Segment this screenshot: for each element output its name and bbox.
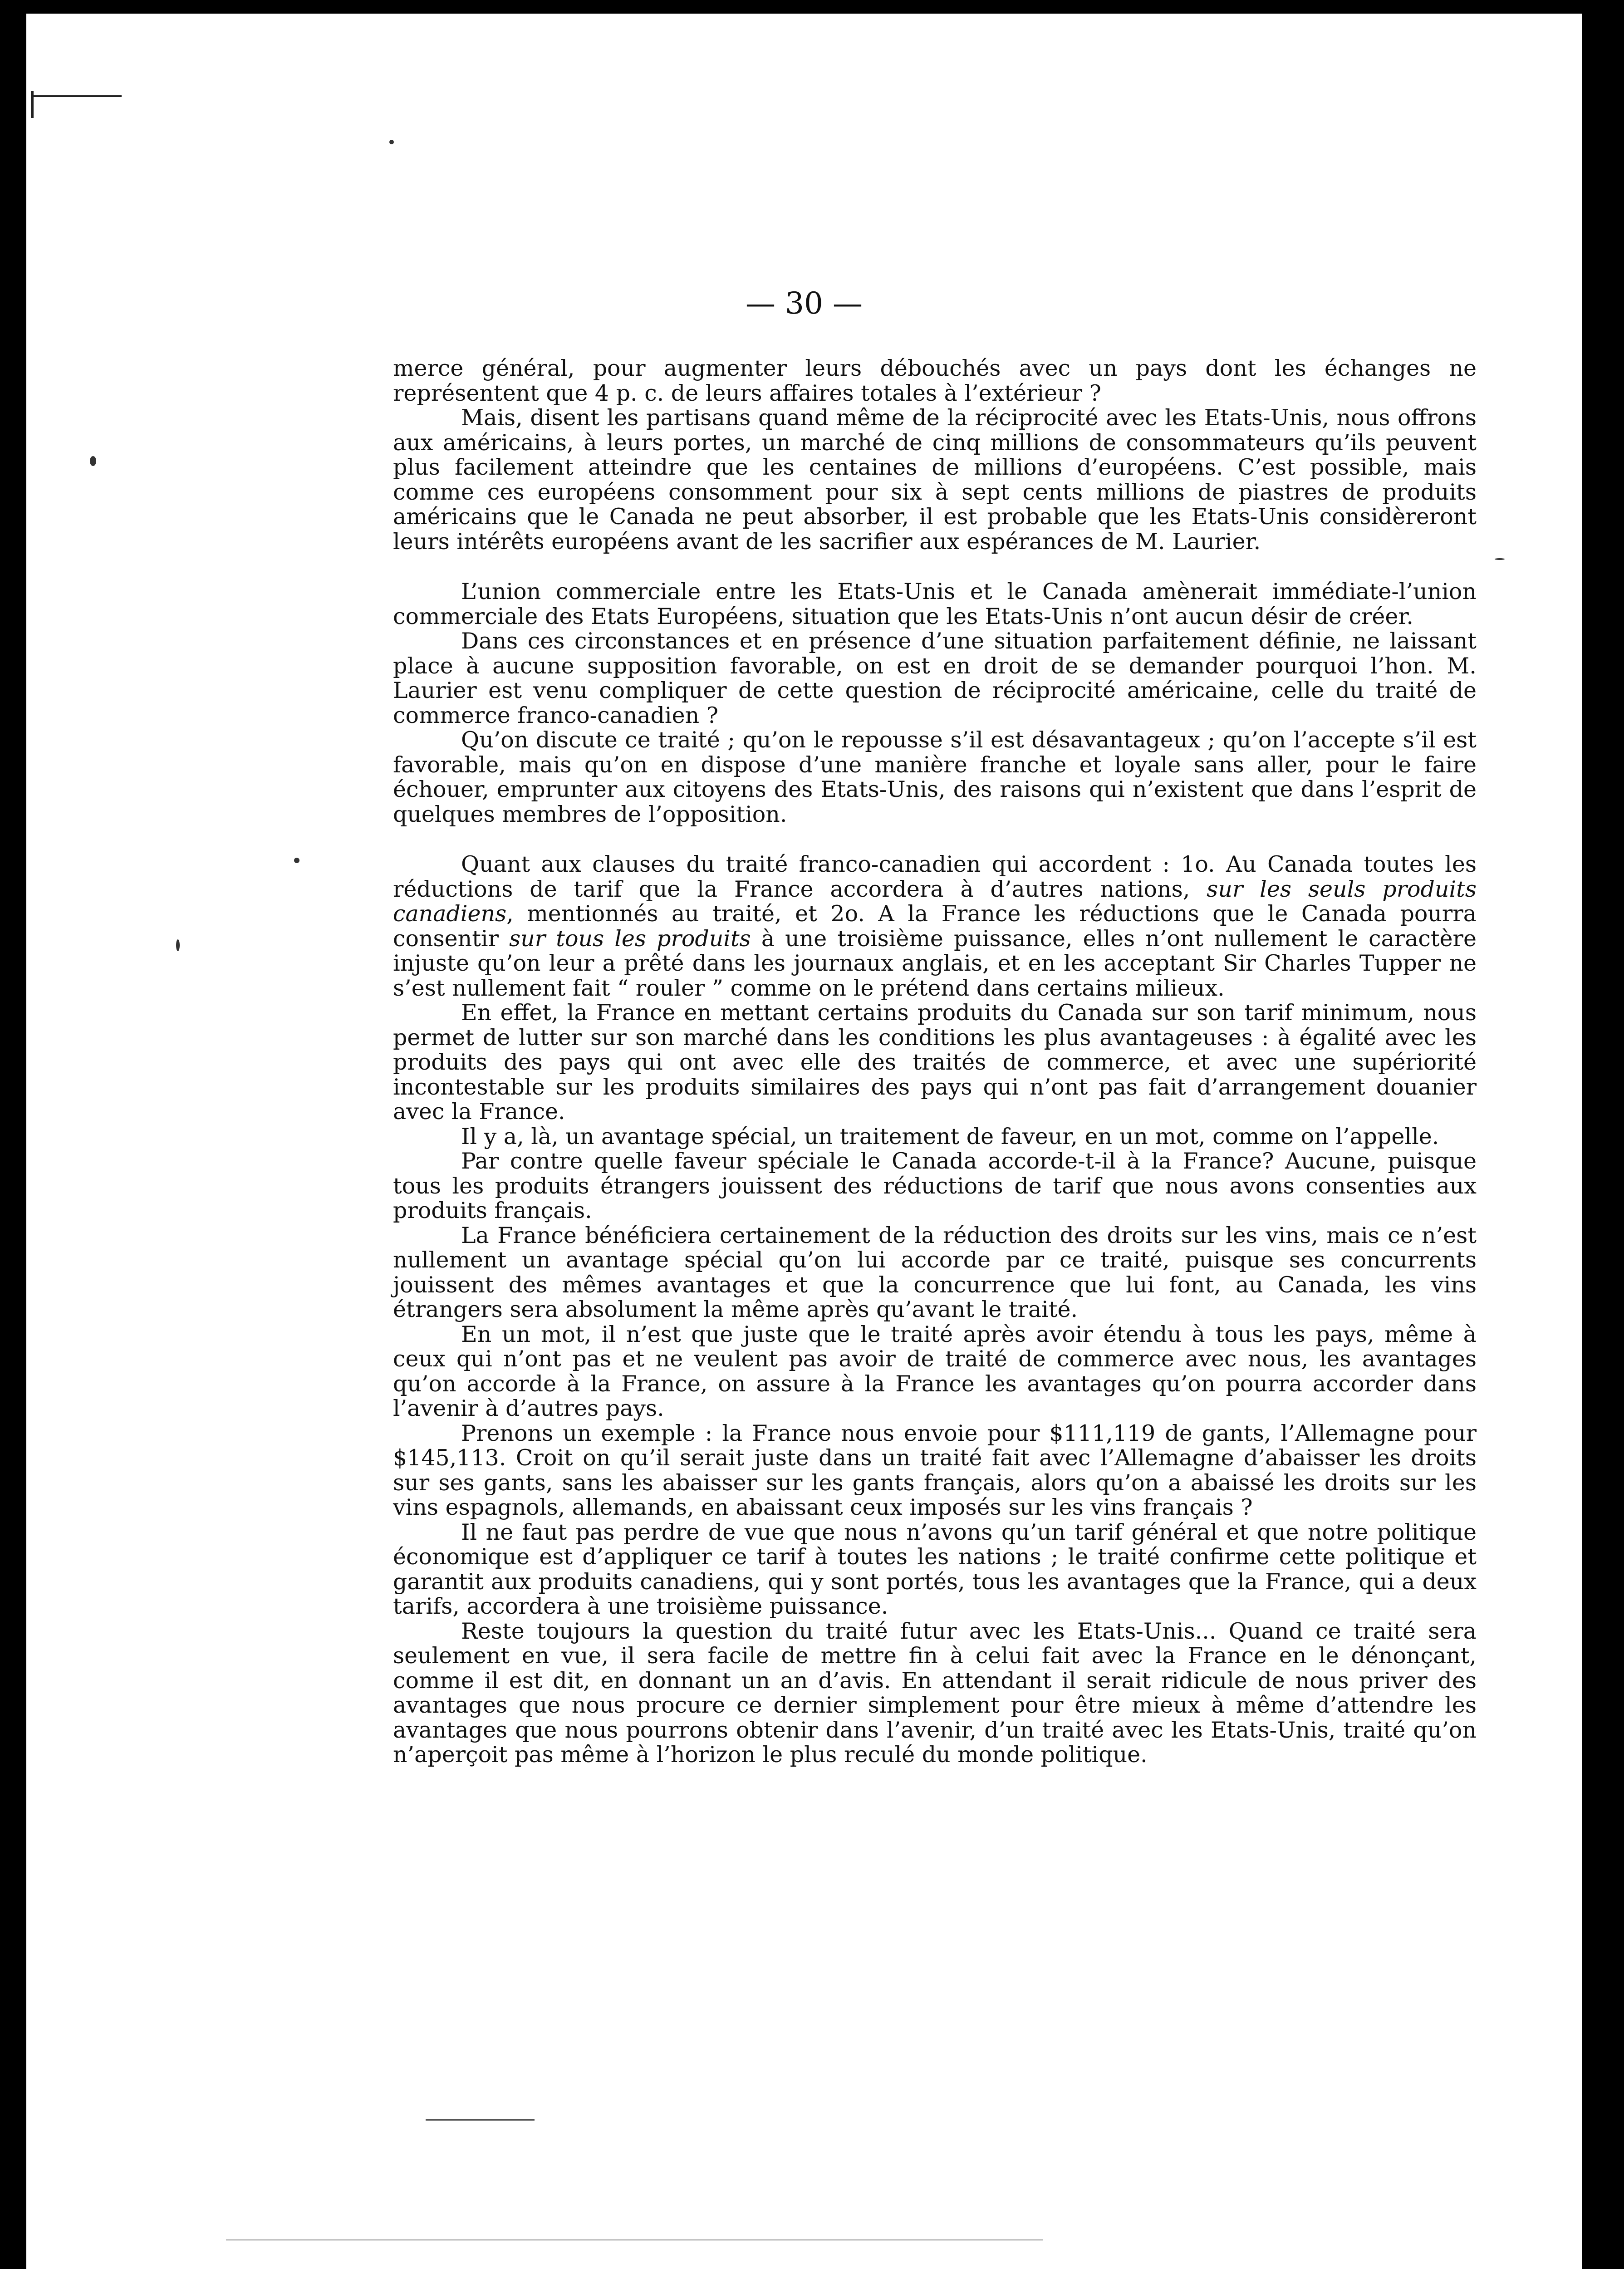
scan-rule-mark — [426, 2119, 535, 2121]
paragraph: En effet, la France en mettant certains produits du Canada sur son tarif minimum, nous permet de lutter sur son marché dans les conditions les plus avantageuses : à égalité avec les produits des pays qui ont avec elle des traités de commerce, et avec une supériorité incontestable sur les produits similaires des pays qui n’ont pas fait d’arrangement douanier avec la France. — [393, 1000, 1477, 1125]
scanned-page — [26, 14, 1582, 2269]
body-text — [393, 356, 1477, 1768]
paragraph: Il y a, là, un avantage spécial, un traitement de faveur, en un mot, comme on l’appelle. — [461, 1123, 1439, 1149]
paragraph-text: à une troisième puissance, elles n’ont nullement le caractère injuste qu’on leur a prêté dans les journaux anglais, et en les acceptant Sir Charles Tupper ne s’est nullement fait “ rouler ” comme on le prétend dans certains milieux. — [393, 925, 1477, 1001]
paragraph — [393, 852, 1477, 1001]
scan-speck — [176, 939, 180, 951]
paragraph: L’union commerciale entre les Etats-Unis et le Canada amènerait immédiate-l’union commerciale des Etats Européens, situation que les Etats-Unis n’ont aucun désir de créer. — [393, 579, 1477, 629]
scan-edge-mark — [31, 91, 34, 118]
scan-speck — [389, 140, 394, 144]
paragraph-text: Quant aux clauses du traité franco-canadien qui accordent : 1o. Au Canada toutes les réductions de tarif que la France accordera à d’autres nations, — [393, 851, 1477, 902]
paragraph: Par contre quelle faveur spéciale le Canada accorde-t-il à la France? Aucune, puisque tous les produits étrangers jouissent des réductions de tarif que nous avons consenties aux produits français. — [393, 1148, 1477, 1223]
paragraph: Prenons un exemple : la France nous envoie pour $111,119 de gants, l’Allemagne pour $145,113. Croit on qu’il serait juste dans un traité fait avec l’Allemagne d’abaisser les droits sur ses gants, sans les abaisser sur les gants français, alors qu’on a abaissé les droits sur les vins espagnols, allemands, en abaissant ceux imposés sur les vins français ? — [393, 1420, 1477, 1520]
paragraph: Dans ces circonstances et en présence d’une situation parfaitement définie, ne laissant place à aucune supposition favorable, on est en droit de se demander pourquoi l’hon. M. Laurier est venu compliquer de cette question de réciprocité américaine, celle du traité de commerce franco-canadien ? — [393, 628, 1477, 728]
emphasis-text: sur tous les produits — [509, 925, 751, 952]
scan-speck — [90, 456, 96, 466]
paragraph: Il ne faut pas perdre de vue que nous n’avons qu’un tarif général et que notre politique économique est d’appliquer ce tarif à toutes les nations ; le traité confirme cette politique et garantit aux produits canadiens, qui y sont portés, tous les avantages que la France, qui a deux tarifs, accordera à une troisième puissance. — [393, 1519, 1477, 1619]
emphasis-text: sur les seuls produits canadiens — [393, 876, 1477, 927]
paragraph: Qu’on discute ce traité ; qu’on le repousse s’il est désavantageux ; qu’on l’accepte s’il est favorable, mais qu’on en dispose d’une manière franche et loyale sans aller, pour le faire échouer, emprunter aux citoyens des Etats-Unis, des raisons qui n’existent que dans l’esprit de quelques membres de l’opposition. — [393, 727, 1477, 827]
scan-speck — [1495, 558, 1505, 560]
paragraph: La France bénéficiera certainement de la réduction des droits sur les vins, mais ce n’est nullement un avantage spécial qu’on lui accorde par ce traité, puisque ses concurrents jouissent des mêmes avantages et que la concurrence que lui font, au Canada, les vins étrangers sera absolument la même après qu’avant le traité. — [393, 1222, 1477, 1322]
paragraph: merce général, pour augmenter leurs débouchés avec un pays dont les échanges ne représentent que 4 p. c. de leurs affaires totales à l’extérieur ? — [393, 355, 1477, 406]
page-number: — 30 — — [746, 286, 863, 321]
paragraph: Reste toujours la question du traité futur avec les Etats-Unis... Quand ce traité sera seulement en vue, il sera facile de mettre fin à celui fait avec la France en le dénonçant, comme il est dit, en donnant un an d’avis. En attendant il serait ridicule de nous priver des avantages que nous procure ce dernier simplement pour être mieux à même d’attendre les avantages que nous pourrons obtenir dans l’avenir, d’un traité avec les Etats-Unis, traité qu’on n’aperçoit pas même à l’horizon le plus reculé du monde politique. — [393, 1618, 1477, 1768]
scan-edge-mark — [31, 95, 122, 97]
paragraph: En un mot, il n’est que juste que le traité après avoir étendu à tous les pays, même à ceux qui n’ont pas et ne veulent pas avoir de traité de commerce avec nous, les avantages qu’on accorde à la France, on assure à la France les avantages qu’on pourra accorder dans l’avenir à d’autres pays. — [393, 1321, 1477, 1421]
paragraph-text: , mentionnés au traité, et 2o. A la France les réductions que le Canada pourra consentir — [393, 901, 1477, 952]
scan-speck — [294, 858, 299, 863]
paragraph: Mais, disent les partisans quand même de la réciprocité avec les Etats-Unis, nous offrons aux américains, à leurs portes, un marché de cinq millions de consommateurs qu’ils peuvent plus facilement atteindre que les centaines de millions d’européens. C’est possible, mais comme ces européens consomment pour six à sept cents millions de piastres de produits américains que le Canada ne peut absorber, il est probable que les Etats-Unis considèreront leurs intérêts européens avant de les sacrifier aux espérances de M. Laurier. — [393, 405, 1477, 555]
